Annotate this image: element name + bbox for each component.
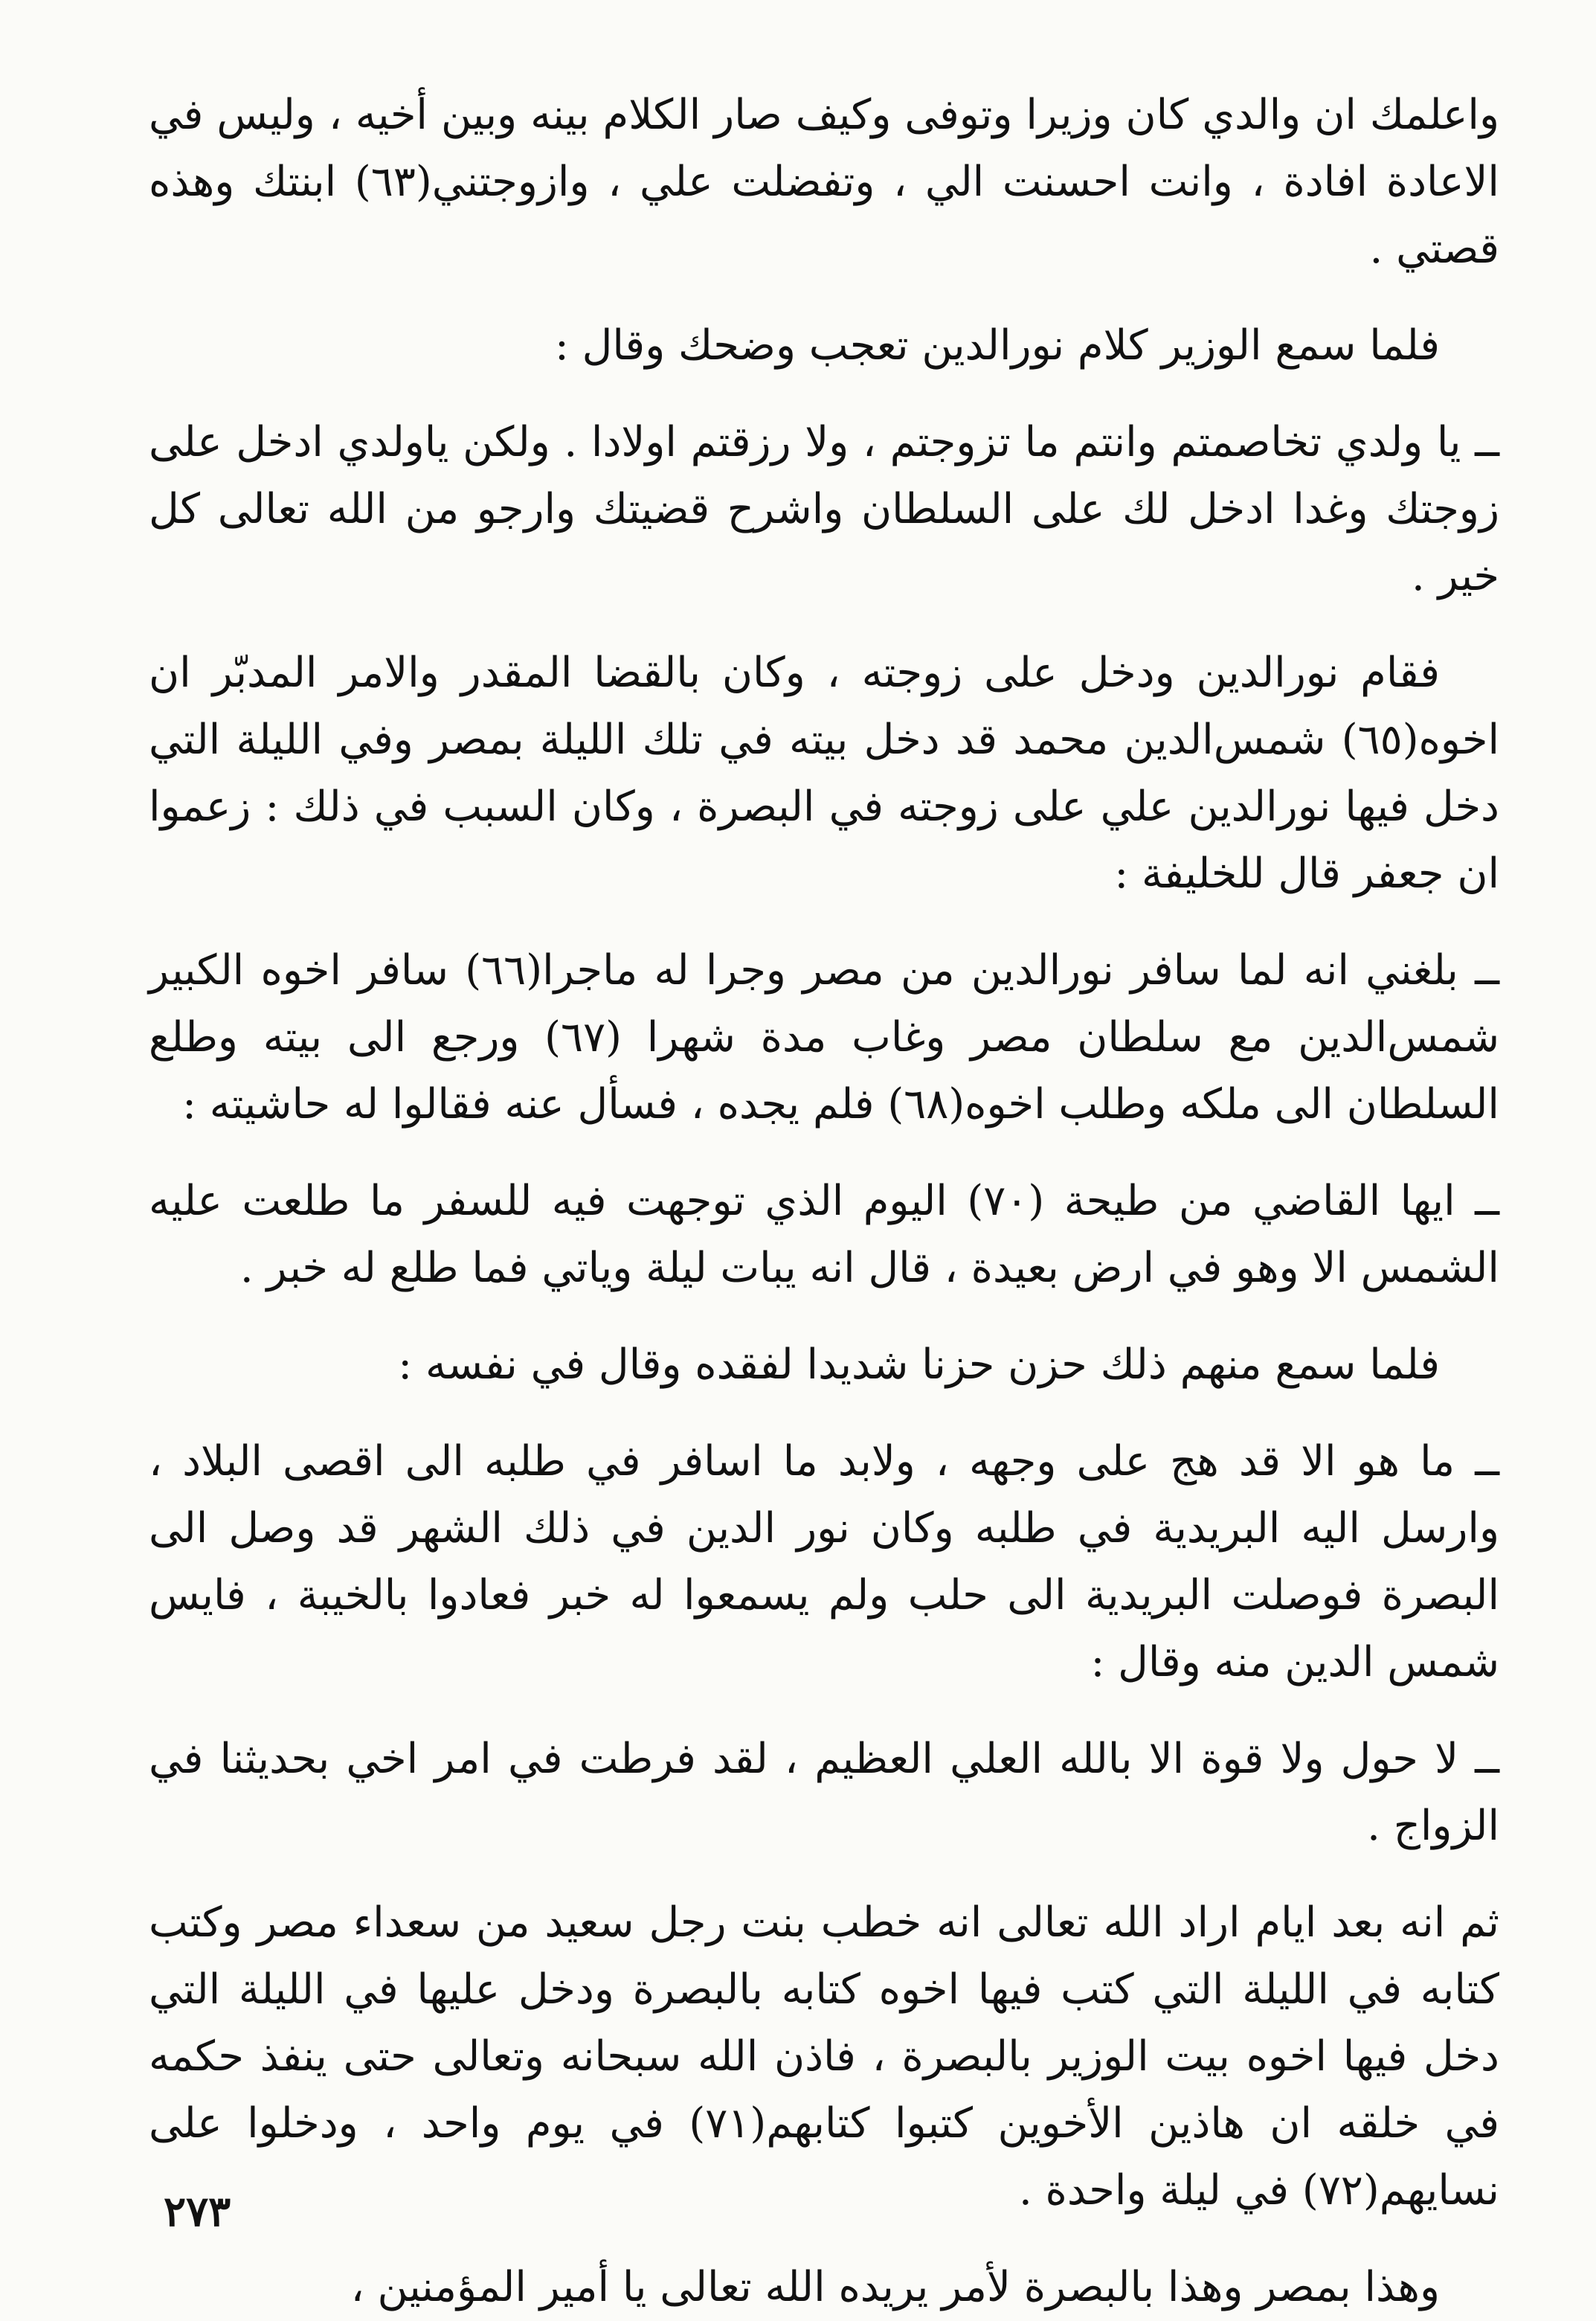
paragraph-5: ــ بلغني انه لما سافر نورالدين من مصر وجرا له ماجرا(٦٦) سافر اخوه الكبير شمس‌الدين مع سلطان مصر وغاب مدة شهرا (٦٧) ورجع الى بيته وطلع السلطان الى ملكه وطلب اخوه(٦٨) فلم يجده ، فسأل عنه فقالوا له حاشيته : xyxy=(149,946,1500,1129)
paragraph-3: ــ يا ولدي تخاصمتم وانتم ما تزوجتم ، ولا رزقتم اولادا . ولكن ياولدي ادخل على زوجتك وغدا ادخل لك على السلطان واشرح قضيتك وارجو من الله تعالى كل خير . xyxy=(149,418,1499,600)
paragraph-4: فقام نورالدين ودخل على زوجته ، وكان بالقضا المقدر والامر المدبّر ان اخوه(٦٥) شمس‌الدين محمد قد دخل بيته في تلك الليلة بمصر وفي الليلة التي دخل فيها نورالدين علي على زوجته في البصرة ، وكان السبب في ذلك : زعموا ان جعفر قال للخليفة : xyxy=(149,649,1499,898)
body-text xyxy=(149,82,1499,2321)
paragraph-6: ــ ايها القاضي من طيحة (٧٠) اليوم الذي توجهت فيه للسفر ما طلعت عليه الشمس الا وهو في ارض بعيدة ، قال انه يبات ليلة وياتي فما طلع له خبر . xyxy=(149,1177,1499,1292)
page-number: ٢٧٣ xyxy=(164,2187,231,2236)
paragraph-2: فلما سمع الوزير كلام نورالدين تعجب وضحك وقال : xyxy=(555,321,1440,370)
paragraph-1: واعلمك ان والدي كان وزيرا وتوفى وكيف صار الكلام بينه وبين أخيه ، وليس في الاعادة افادة ، وانت احسنت الي ، وتفضلت علي ، وازوجتني(٦٣) ابنتك وهذه قصتي . xyxy=(149,91,1499,273)
paragraph-11: وهذا بمصر وهذا بالبصرة لأمر يريده الله تعالى يا أمير المؤمنين ، xyxy=(350,2263,1440,2311)
paragraph-8: ــ ما هو الا قد هج على وجهه ، ولابد ما اسافر في طلبه الى اقصى البلاد ، وارسل اليه البريدية في طلبه وكان نور الدين في ذلك الشهر قد وصل الى البصرة فوصلت البريدية الى حلب ولم يسمعوا له خبر فعادوا بالخيبة ، فايس شمس الدين منه وقال : xyxy=(149,1437,1500,1686)
paragraph-10: ثم انه بعد ايام اراد الله تعالى انه خطب بنت رجل سعيد من سعداء مصر وكتب كتابه في الليلة التي كتب فيها اخوه كتابه بالبصرة ودخل عليها في الليلة التي دخل فيها اخوه بيت الوزير بالبصرة ، فاذن الله سبحانه وتعالى حتى ينفذ حكمه في خلقه ان هاذين الأخوين كتبوا كتابهم(٧١) في يوم واحد ، ودخلوا على نسايهم(٧٢) في ليلة واحدة . xyxy=(149,1898,1499,2215)
paragraph-7: فلما سمع منهم ذلك حزن حزنا شديدا لفقده وقال في نفسه : xyxy=(398,1341,1440,1389)
paragraph-9: ــ لا حول ولا قوة الا بالله العلي العظيم ، لقد فرطت في امر اخي بحديثنا في الزواج . xyxy=(149,1735,1499,1850)
